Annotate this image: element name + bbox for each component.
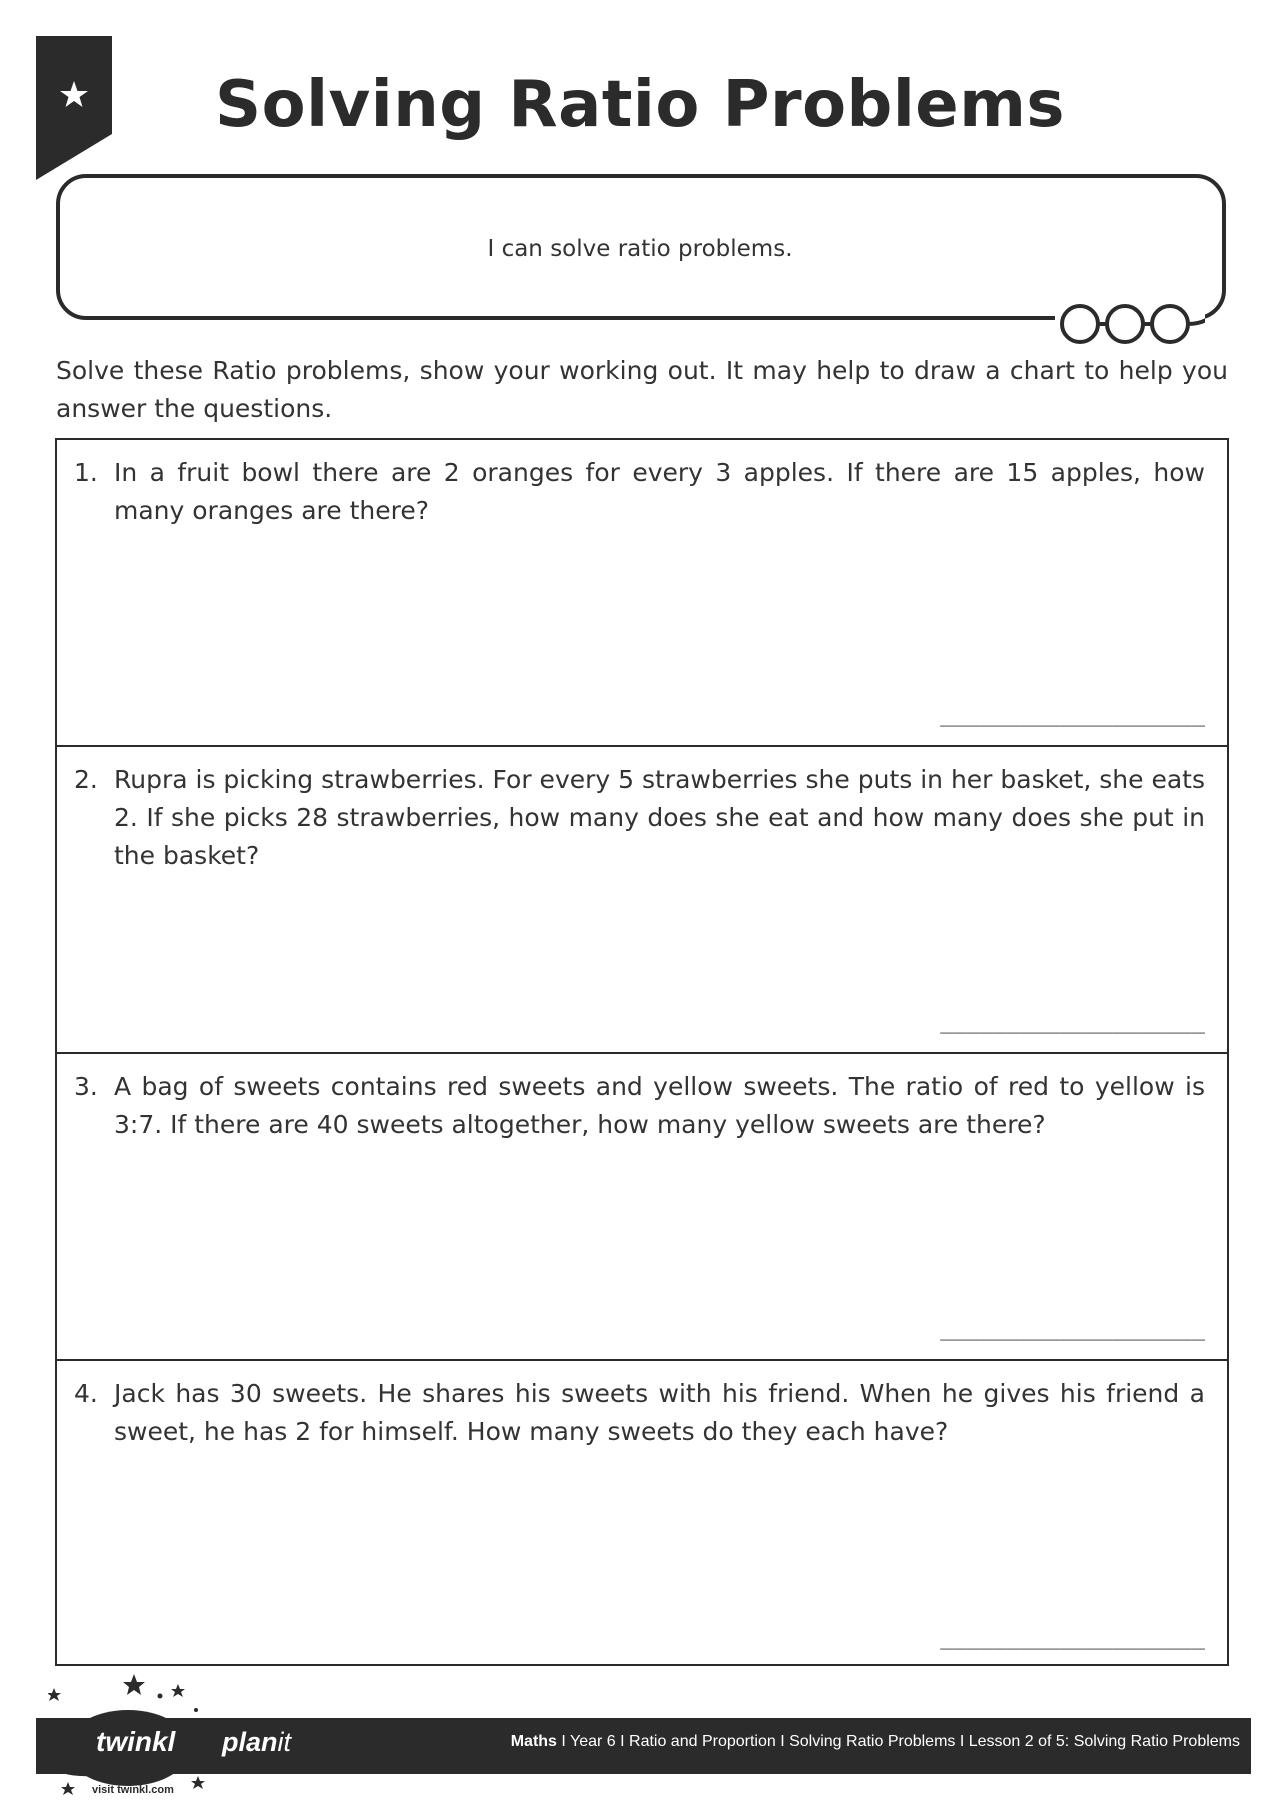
decorative-circles-icon <box>1055 300 1205 346</box>
question-number: 4. <box>74 1379 98 1408</box>
footer-subject: Maths <box>510 1733 557 1750</box>
answer-line[interactable]: ____________________ <box>940 1625 1205 1650</box>
visit-link[interactable]: visit twinkl.com <box>92 1784 174 1796</box>
question-text: In a fruit bowl there are 2 oranges for every 3 apples. If there are 15 apples, how many oranges are there? <box>114 458 1205 525</box>
answer-line[interactable]: ____________________ <box>940 702 1205 727</box>
twinkl-wordmark: twinkl <box>96 1726 176 1757</box>
questions-table <box>55 438 1229 1666</box>
question-cell-4 <box>57 1361 1227 1668</box>
objective-text: I can solve ratio problems. <box>487 236 793 262</box>
question-text: Jack has 30 sweets. He shares his sweets with his friend. When he gives his friend a sweet, he has 2 for himself. How many sweets do they each have? <box>114 1379 1205 1446</box>
question-number: 3. <box>74 1072 98 1101</box>
question-number: 2. <box>74 765 98 794</box>
answer-line[interactable]: ____________________ <box>940 1316 1205 1341</box>
planit-it: it <box>277 1727 292 1757</box>
question-cell-1 <box>57 440 1227 747</box>
question-text: A bag of sweets contains red sweets and yellow sweets. The ratio of red to yellow is 3:7. If there are 40 sweets altogether, how many yellow sweets are there? <box>114 1072 1205 1139</box>
question-cell-3 <box>57 1054 1227 1361</box>
page-title: Solving Ratio Problems <box>215 68 1065 142</box>
question-number: 1. <box>74 458 98 487</box>
footer-info <box>511 1733 1240 1751</box>
instructions: Solve these Ratio problems, show your working out. It may help to draw a chart to help you answer the questions. <box>56 356 1228 423</box>
question-text: Rupra is picking strawberries. For every 5 strawberries she puts in her basket, she eats 2. If she picks 28 strawberries, how many does she eat and how many does she put in the basket? <box>114 765 1206 870</box>
planit-wordmark <box>222 1727 291 1758</box>
planit-plan: plan <box>222 1727 278 1757</box>
footer-details: I Year 6 I Ratio and Proportion I Solving Ratio Problems I Lesson 2 of 5: Solving Ratio Problems <box>556 1733 1240 1750</box>
question-cell-2 <box>57 747 1227 1054</box>
answer-line[interactable]: ____________________ <box>940 1009 1205 1034</box>
